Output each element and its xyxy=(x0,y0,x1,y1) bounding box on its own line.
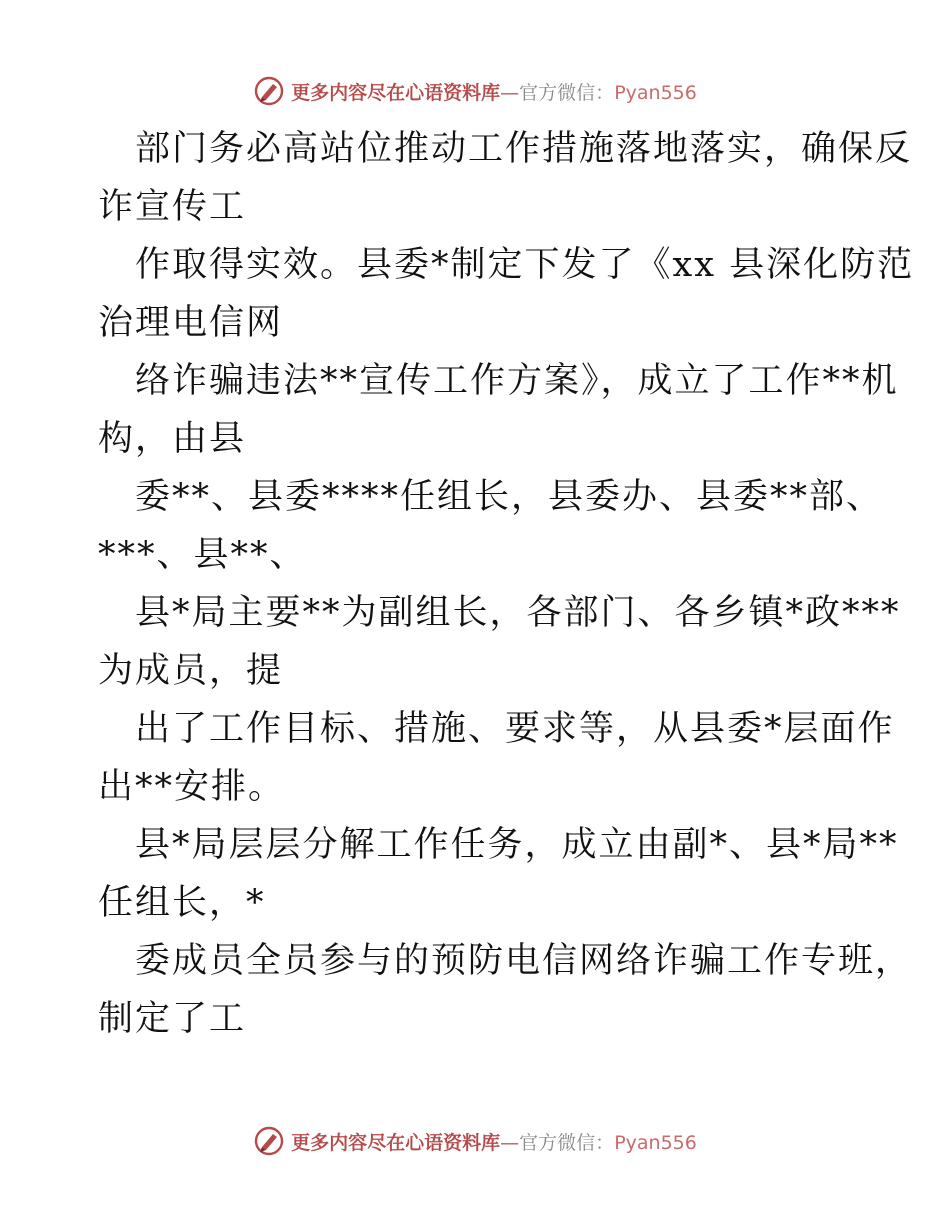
paragraph-line: ***、县**、 xyxy=(98,535,307,575)
paragraph-line: 委成员全员参与的预防电信网络诈骗工作专班， xyxy=(135,941,913,981)
document-body xyxy=(98,120,915,1048)
brand-logo-icon xyxy=(253,1125,285,1157)
watermark-label: 官方微信： xyxy=(519,81,615,104)
watermark-brand: 更多内容尽在心语资料库 xyxy=(291,81,501,104)
paragraph-line: 作取得实效。县委*制定下发了《xx 县深化防范 xyxy=(135,245,915,285)
watermark-text xyxy=(291,1128,697,1155)
paragraph-1 xyxy=(98,120,913,236)
paragraph-4 xyxy=(98,468,884,584)
watermark-brand: 更多内容尽在心语资料库 xyxy=(291,1131,501,1154)
watermark-id: Pyan556 xyxy=(614,1131,697,1154)
watermark-dash: — xyxy=(500,81,520,104)
header-watermark xyxy=(0,71,950,111)
watermark-text xyxy=(291,78,697,105)
paragraph-line: 县*局主要**为副组长，各部门、各乡镇*政*** xyxy=(135,593,901,633)
paragraph-6 xyxy=(98,700,895,816)
watermark-id: Pyan556 xyxy=(614,81,697,104)
paragraph-line: 委**、县委****任组长，县委办、县委**部、 xyxy=(135,477,884,517)
paragraph-5 xyxy=(98,584,901,700)
brand-logo-icon xyxy=(253,75,285,107)
paragraph-line: 治理电信网 xyxy=(98,303,284,343)
paragraph-line: 出**安排。 xyxy=(98,767,286,807)
paragraph-line: 部门务必高站位推动工作措施落地落实，确保反 xyxy=(135,129,913,169)
paragraph-3 xyxy=(98,352,899,468)
paragraph-line: 任组长，* xyxy=(98,883,266,923)
paragraph-7 xyxy=(98,816,899,932)
paragraph-line: 出了工作目标、措施、要求等，从县委*层面作 xyxy=(135,709,895,749)
watermark-dash: — xyxy=(500,1131,520,1154)
paragraph-line: 制定了工 xyxy=(98,999,247,1039)
watermark-label: 官方微信： xyxy=(519,1131,615,1154)
paragraph-line: 构，由县 xyxy=(98,419,247,459)
paragraph-line: 诈宣传工 xyxy=(98,187,247,227)
paragraph-line: 县*局层层分解工作任务，成立由副*、县*局** xyxy=(135,825,899,865)
paragraph-line: 为成员，提 xyxy=(98,651,284,691)
paragraph-8 xyxy=(98,932,913,1048)
footer-watermark xyxy=(0,1121,950,1161)
paragraph-2 xyxy=(98,236,915,352)
paragraph-line: 络诈骗违法**宣传工作方案》，成立了工作**机 xyxy=(135,361,899,401)
